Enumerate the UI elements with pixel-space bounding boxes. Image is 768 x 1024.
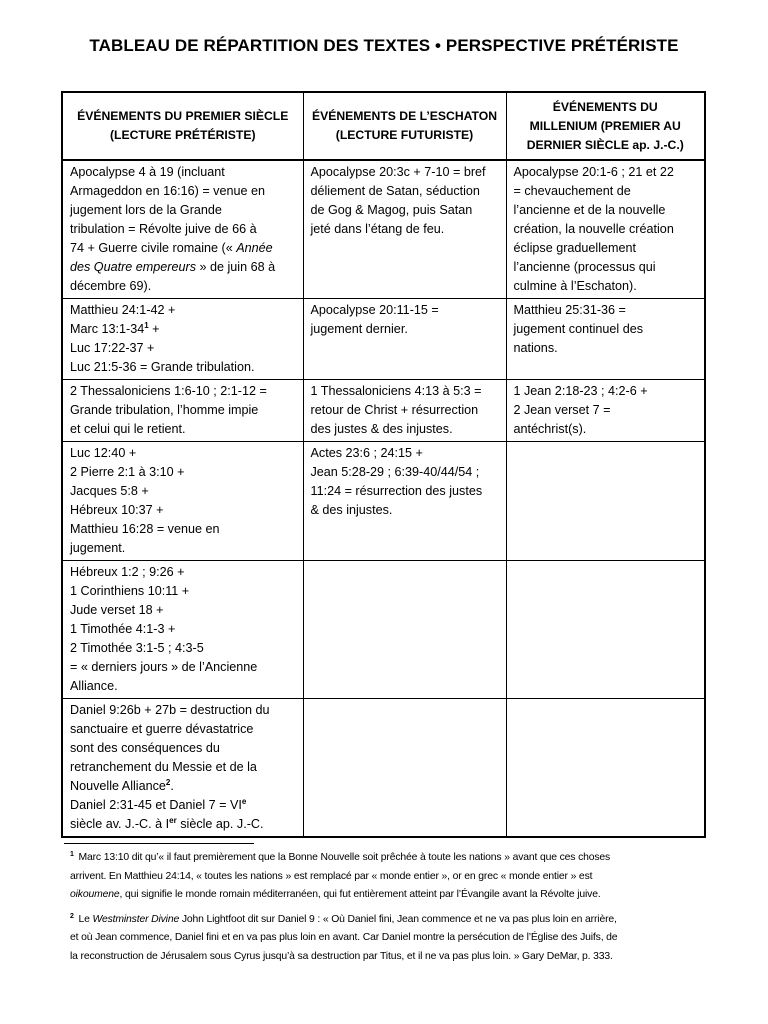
texts-table xyxy=(61,91,706,838)
footnote-separator xyxy=(64,843,254,844)
table-cell-empty xyxy=(506,699,705,838)
table-cell: Luc 12:40 + 2 Pierre 2:1 à 3:10 + Jacques 5:8 + Hébreux 10:37 + Matthieu 16:28 = venue en jugement. xyxy=(62,442,303,561)
table-cell: Apocalypse 20:11-15 = jugement dernier. xyxy=(303,299,506,380)
table-header-row xyxy=(62,92,705,160)
table-cell: 1 Jean 2:18-23 ; 4:2-6 + 2 Jean verset 7 = antéchrist(s). xyxy=(506,380,705,442)
footnote-ref-2[interactable]: 2 xyxy=(165,778,171,787)
footnote-2: $^2$ Le Westminster Divine John Lightfoot dit sur Daniel 9 : « Où Daniel fini, Jean commence et ne va pas plus loin en arrière, et où Jean commence, Daniel fini et en va pas plus loin en avant. Car Daniel montre la persécution de l’Église des Juifs, de la reconstruction de Jérusalem sous Cyrus jusqu’à sa destruction par Titus, et il ne va pas plus loin. » Gary DeMar, p. 333. xyxy=(70,912,618,962)
table-cell: Apocalypse 20:3c + 7-10 = bref déliement de Satan, séduction de Gog & Magog, puis Satan jeté dans l’étang de feu. xyxy=(303,160,506,299)
header-first-century: ÉVÉNEMENTS DU PREMIER SIÈCLE (LECTURE PRÉTÉRISTE) xyxy=(62,92,303,160)
table-cell: Actes 23:6 ; 24:15 + Jean 5:28-29 ; 6:39-40/44/54 ; 11:24 = résurrection des justes & des injustes. xyxy=(303,442,506,561)
table-cell: Matthieu 25:31-36 = jugement continuel des nations. xyxy=(506,299,705,380)
table-row xyxy=(62,380,705,442)
page-title: TABLEAU DE RÉPARTITION DES TEXTES • PERSPECTIVE PRÉTÉRISTE xyxy=(89,36,679,55)
footnote-1: $^1$ Marc 13:10 dit qu’« il faut premièrement que la Bonne Nouvelle soit prêchée à toute les nations » avant que ces choses arrivent. En Matthieu 24:14, « toutes les nations » est remplacé par « monde entier », or en grec « monde entier » est oikoumene, qui signifie le monde romain méditerranéen, qui fut entièrement atteint par l’Évangile avant la Révolte juive. xyxy=(70,851,611,900)
table-row xyxy=(62,561,705,699)
table-row xyxy=(62,299,705,380)
footnote-ref-1[interactable]: 1 xyxy=(144,321,149,330)
table-cell: 1 Thessaloniciens 4:13 à 5:3 = retour de Christ + résurrection des justes & des injustes. xyxy=(303,380,506,442)
table-cell: Matthieu 24:1-42 + Marc $13:1-34^1$ + Luc 17:22-37 + Luc 21:5-36 = Grande tribulation. xyxy=(62,299,303,380)
table-cell: 2 Thessaloniciens 1:6-10 ; 2:1-12 = Grande tribulation, l’homme impie et celui qui le retient. xyxy=(62,380,303,442)
table-cell: Hébreux 1:2 ; 9:26 + 1 Corinthiens 10:11 + Jude verset 18 + 1 Timothée 4:1-3 + 2 Timothée 3:1-5 ; 4:3-5 = « derniers jours » de l’Ancienne Alliance. xyxy=(62,561,303,699)
header-millenium: ÉVÉNEMENTS DU MILLENIUM (PREMIER AU DERNIER SIÈCLE ap. J.-C.) xyxy=(506,92,705,160)
table-row xyxy=(62,442,705,561)
header-eschaton: ÉVÉNEMENTS DE L’ESCHATON (LECTURE FUTURISTE) xyxy=(303,92,506,160)
table-cell-empty xyxy=(506,442,705,561)
footnotes xyxy=(70,849,700,966)
table-cell-empty xyxy=(303,699,506,838)
table-cell: Daniel 9:26b + 27b = destruction du sanctuaire et guerre dévastatrice sont des conséquences du retranchement du Messie et de la Nouvelle Alliance$^2$. Daniel 2:31-45 et Daniel $7 = VI^e$ siècle av. J.-C. à Ier siècle ap. J.-C. xyxy=(62,699,303,838)
table-row xyxy=(62,160,705,299)
table-cell-empty xyxy=(506,561,705,699)
table-cell: Apocalypse 20:1-6 ; 21 et 22 = chevauchement de l’ancienne et de la nouvelle création, la nouvelle création éclipse graduellement l’ancienne (processus qui culmine à l’Eschaton). xyxy=(506,160,705,299)
table-cell: Apocalypse 4 à 19 (incluant Armageddon en 16:16) = venue en jugement lors de la Grande tribulation = Révolte juive de 66 à 74 + Guerre civile romaine (« Année des Quatre empereurs » de juin 68 à décembre 69). xyxy=(62,160,303,299)
table-row xyxy=(62,699,705,838)
table-cell-empty xyxy=(303,561,506,699)
